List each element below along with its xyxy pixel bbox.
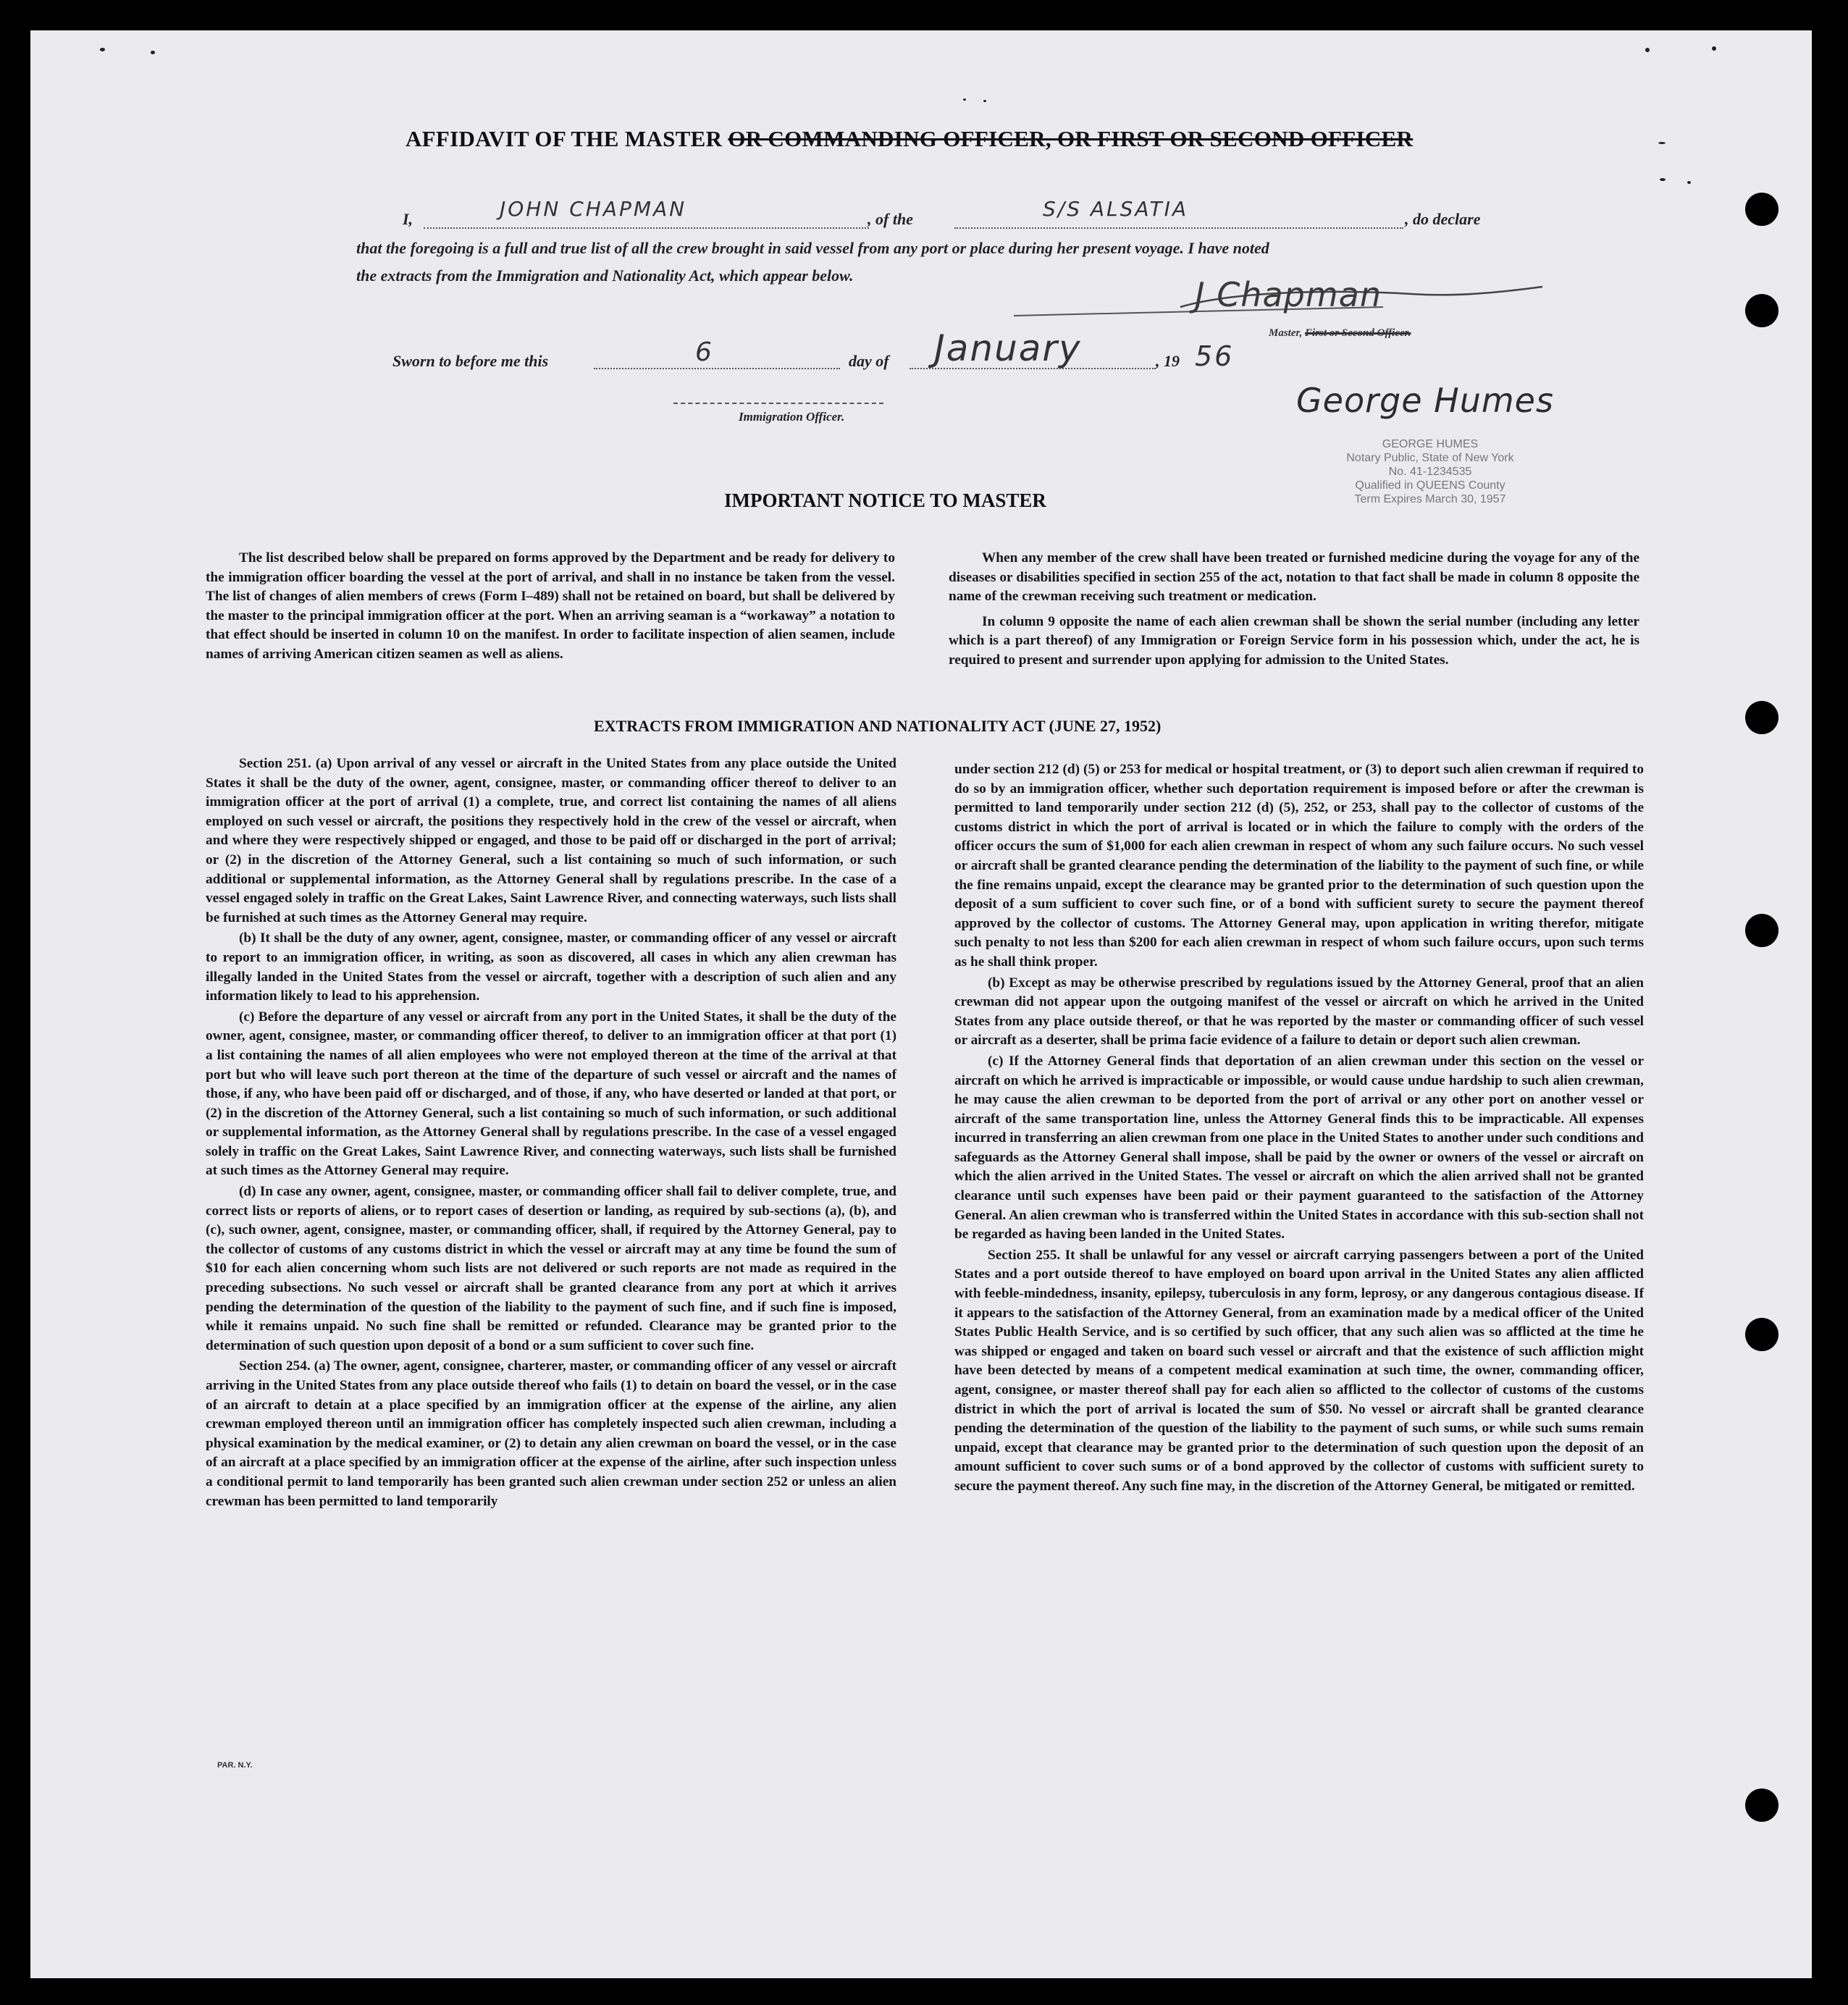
scan-speck — [1712, 46, 1716, 51]
sworn-year: 56 — [1195, 340, 1235, 372]
extracts-right-column — [954, 760, 1644, 1498]
sworn-day: 6 — [695, 337, 714, 367]
vessel-name: S/S ALSATIA — [1043, 197, 1189, 221]
master-label — [1269, 327, 1411, 340]
scan-speck — [100, 48, 105, 51]
section-paragraph: (b) It shall be the duty of any owner, agent, consignee, master, or commanding officer of any vessel or aircraft to report to an immigration officer, in writing, as soon as discovered, all cases in which any alien crewman has illegally landed in the United States from the vessel or aircraft, together with a description of such alien and any information likely to lead to his apprehension. — [206, 930, 896, 1004]
stamp-line: Term Expires March 30, 1957 — [1354, 493, 1506, 505]
notice-right-column — [949, 549, 1639, 672]
sworn-day-line — [594, 368, 840, 369]
stamp-line: No. 41-1234535 — [1388, 466, 1472, 478]
sworn-label: Sworn to before me this — [392, 352, 549, 370]
notice-paragraph: When any member of the crew shall have been treated or furnished medicine during the voyage for any of the diseases or disabilities specified in section 255 of the act, notation to that fact shall be made in column 8 opposite the name of the crewman receiving such treatment or medication. — [949, 550, 1639, 605]
scan-speck — [151, 51, 155, 54]
year-prefix: , 19 — [1156, 352, 1180, 370]
scan-speck — [1645, 48, 1650, 52]
immigration-officer-line — [673, 403, 883, 404]
crew-master-name: JOHN CHAPMAN — [500, 197, 687, 221]
section-paragraph: Section 251. (a) Upon arrival of any vessel or aircraft in the United States from any place outside the United States it shall be the duty of the owner, agent, consignee, master, or commanding officer thereof to deliver to an immigration officer at the port of arrival (1) a complete, true, and correct list containing the names of all aliens employed on such vessel or aircraft, the positions they respectively hold in the crew of the vessel or aircraft, when and where they were respectively shipped or engaged, and those to be paid off or discharged in the port of arrival; or (2) in the discretion of the Attorney General, such a list containing so much of such information, or such additional or supplemental information, as the Attorney General shall by regulations prescribe. In the case of a vessel engaged solely in traffic on the Great Lakes, Saint Lawrence River, and connecting waterways, such lists shall be furnished at such times as the Attorney General may require. — [206, 756, 896, 925]
notary-signature: George Humes — [1296, 381, 1554, 420]
notice-paragraph: In column 9 opposite the name of each alien crewman shall be shown the serial number (including any letter which is a part thereof) of any Immigration or Foreign Service form in his possession which, under the act, he is required to present and surrender upon applying for admission to the United States. — [949, 613, 1639, 668]
scan-speck — [983, 100, 986, 102]
vessel-field-line — [954, 227, 1403, 229]
section-paragraph: (c) If the Attorney General finds that deportation of an alien crewman under this section on the vessel or aircraft on which he arrived is impracticable or impossible, or would cause undue hardship to such alien crewman, he may cause the alien crewman to be deported from the port of arrival or any other port on another vessel or aircraft of the same transportation line, unless the Attorney General finds this to be impracticable. All expenses incurred in transferring an alien crewman from one place in the United States to another under such conditions and safeguards as the Attorney General shall impose, shall be paid by the owner or owners of the vessel or aircraft on which the alien arrived in the United States. The vessel or aircraft on which the alien arrived shall not be granted clearance until such expenses have been paid or their payment guaranteed to the satisfaction of the Attorney General. An alien crewman who is transferred within the United States in accordance with this sub-section shall not be regarded as having been landed in the United States. — [954, 1053, 1644, 1243]
notice-paragraph: The list described below shall be prepared on forms approved by the Department and be ready for delivery to the immigration officer boarding the vessel at the port of arrival, and shall in no instance be taken from the vessel. The list of changes of alien members of crews (Form I–489) shall not be retained on board, but shall be delivered by the master to the principal immigration officer at the port. When an arriving seaman is a “workaway” a notation to that effect should be inserted in column 10 on the manifest. In order to facilitate inspection of alien seamen, include names of arriving American citizen seamen as well as aliens. — [206, 550, 895, 662]
master-signature-text: J Chapman — [1195, 275, 1382, 314]
affidavit-title-struck: OR COMMANDING OFFICER, OR FIRST OR SECOND OFFICER — [728, 126, 1414, 151]
binder-hole — [1745, 914, 1778, 947]
notary-stamp — [1311, 437, 1550, 506]
day-of-label: day of — [849, 352, 889, 370]
section-paragraph: Section 255. It shall be unlawful for any vessel or aircraft carrying passengers between a port of the United States and a port outside thereof to have employed on board upon arrival in the United States any alien afflicted with feeble-mindedness, insanity, epilepsy, tuberculosis in any form, leprosy, or any dangerous contagious disease. If it appears to the satisfaction of the Attorney General, from an examination made by a medical officer of the United States Public Health Service, and is so certified by such officer, that any such alien was so afflicted at the time he was shipped or engaged and taken on board such vessel or aircraft and that the existence of such affliction might have been detected by means of a competent medical examination at such time, the owner, commanding officer, agent, consignee, or master thereof shall pay for each alien so afflicted to the collector of customs of the customs district in which the port of arrival is located the sum of $50. No vessel or aircraft shall be granted clearance pending the determination of the question of the liability to the payment of such sums, or while such sums remain unpaid, except that clearance may be granted prior to the determination of such question upon the deposit of an amount sufficient to cover such sums or of a bond approved by the collector of customs with sufficient surety to secure the payment thereof. Any such fine may, in the discretion of the Attorney General, be mitigated or remitted. — [954, 1247, 1644, 1494]
notice-left-column — [206, 549, 895, 666]
stamp-line: GEORGE HUMES — [1382, 438, 1479, 450]
decl-i: I, — [403, 210, 413, 228]
decl-end: , do declare — [1405, 210, 1481, 228]
scan-speck — [963, 98, 966, 101]
statement-line-2: the extracts from the Immigration and Nationality Act, which appear below. — [356, 266, 854, 285]
statement-line-1: that the foregoing is a full and true list of all the crew brought in said vessel from any port or place during her present voyage. I have noted — [356, 239, 1269, 257]
name-field-line — [424, 227, 869, 229]
scan-speck — [1687, 181, 1691, 184]
extracts-left-column — [206, 754, 896, 1513]
stamp-line: Notary Public, State of New York — [1346, 452, 1514, 464]
section-paragraph: (b) Except as may be otherwise prescribed by regulations issued by the Attorney General, proof that an alien crewman did not appear upon the outgoing manifest of the vessel or aircraft on which he arrived in the United States from any place outside thereof, or that he was reported by the master or commanding officer of such vessel or aircraft as a deserter, shall be prima facie evidence of a failure to detain or deport such alien crewman. — [954, 975, 1644, 1048]
binder-hole — [1745, 294, 1778, 327]
binder-hole — [1745, 193, 1778, 226]
stamp-line: Qualified in QUEENS County — [1355, 479, 1505, 492]
printer-mark: PAR. N.Y. — [217, 1761, 253, 1770]
affidavit-title-main: AFFIDAVIT OF THE MASTER — [406, 126, 728, 151]
section-paragraph: under section 212 (d) (5) or 253 for medical or hospital treatment, or (3) to deport such alien crewman if required to do so by an immigration officer, whether such deportation requirement is imposed before or after the crewman is permitted to land temporarily under section 212 (d) (5), 252, or 253, shall pay to the collector of customs of the customs district in which the port of arrival is located or in which the failure to comply with the orders of the officer occurs the sum of $1,000 for each alien crewman in respect of whom any such failure occurs. No such vessel or aircraft shall be granted clearance pending the determination of the liability to the payment of such fine, or while the fine remains unpaid, except the clearance may be granted prior to the determination of such question upon the deposit of a sum sufficient to cover such fine, or of a bond with sufficient surety to secure the payment thereof approved by the collector of customs. The Attorney General may, upon application in writing therefor, mitigate such penalty to not less than $200 for each alien crewman in respect of whom such failure occurs, upon such terms as he shall think proper. — [954, 762, 1644, 970]
affidavit-title — [406, 126, 1448, 152]
master-label-struck: First or Second Officer. — [1305, 327, 1411, 339]
scan-speck — [1658, 142, 1666, 144]
extracts-title: EXTRACTS FROM IMMIGRATION AND NATIONALITY ACT (JUNE 27, 1952) — [594, 717, 1162, 735]
decl-of-the: , of the — [868, 210, 913, 228]
notice-title: IMPORTANT NOTICE TO MASTER — [724, 489, 1046, 511]
scan-speck — [1660, 178, 1666, 181]
master-signature — [1007, 275, 1557, 323]
immigration-officer-label: Immigration Officer. — [739, 410, 845, 424]
master-label-text: Master, — [1269, 327, 1306, 339]
binder-hole — [1745, 1788, 1778, 1822]
binder-hole — [1745, 701, 1778, 734]
section-paragraph: (c) Before the departure of any vessel or aircraft from any port in the United States, it shall be the duty of the owner, agent, consignee, master, or commanding officer thereof, to deliver to an immigration officer at that port (1) a list containing the names of all alien employees who were not employed thereon at the time of the arrival at that port but who will leave such port thereon at the time of the departure of such vessel or aircraft and the names of those, if any, who have been paid off or discharged, and of those, if any, who have deserted or landed at that port, or (2) in the discretion of the Attorney General, such a list containing so much of such information, or such additional or supplemental information, as the Attorney General shall by regulations prescribe. In the case of a vessel engaged solely in traffic on the Great Lakes, Saint Lawrence River, and connecting waterways, such lists shall be furnished at such times as the Attorney General may require. — [206, 1009, 896, 1179]
section-paragraph: (d) In case any owner, agent, consignee, master, or commanding officer shall fail to deliver complete, true, and correct lists or reports of aliens, or to report cases of desertion or landing, as required by sub-sections (a), (b), and (c), such owner, agent, consignee, master, or commanding officer, shall, if required by the Attorney General, pay to the collector of customs of any customs district in which the vessel or aircraft may at any time be found the sum of $10 for each alien concerning whom such lists are not delivered or such reports are not made as required in the preceding subsections. No such vessel or aircraft shall be granted clearance from any port at which it arrives pending the determination of the question of the liability to the payment of such fine, and if such fine is imposed, while it remains unpaid. No such fine shall be remitted or refunded. Clearance may be granted prior to the determination of such question upon deposit of a bond or a sum sufficient to cover such fine. — [206, 1184, 896, 1353]
section-paragraph: Section 254. (a) The owner, agent, consignee, charterer, master, or commanding officer of any vessel or aircraft arriving in the United States from any place outside thereof who fails (1) to detain on board the vessel, or in the case of an aircraft to detain at a place specified by an immigration officer at the expense of the airline, any alien crewman employed thereon until an immigration officer has completely inspected such alien crewman, including a physical examination by the medical examiner, or (2) to detain any alien crewman on board the vessel, or in the case of an aircraft at a place specified by an immigration officer at the expense of the airline, after such inspection unless a conditional permit to land temporarily has been granted such alien crewman under section 252 or unless an alien crewman has been permitted to land temporarily — [206, 1358, 896, 1509]
binder-hole — [1745, 1318, 1778, 1351]
sworn-month: January — [934, 327, 1082, 369]
